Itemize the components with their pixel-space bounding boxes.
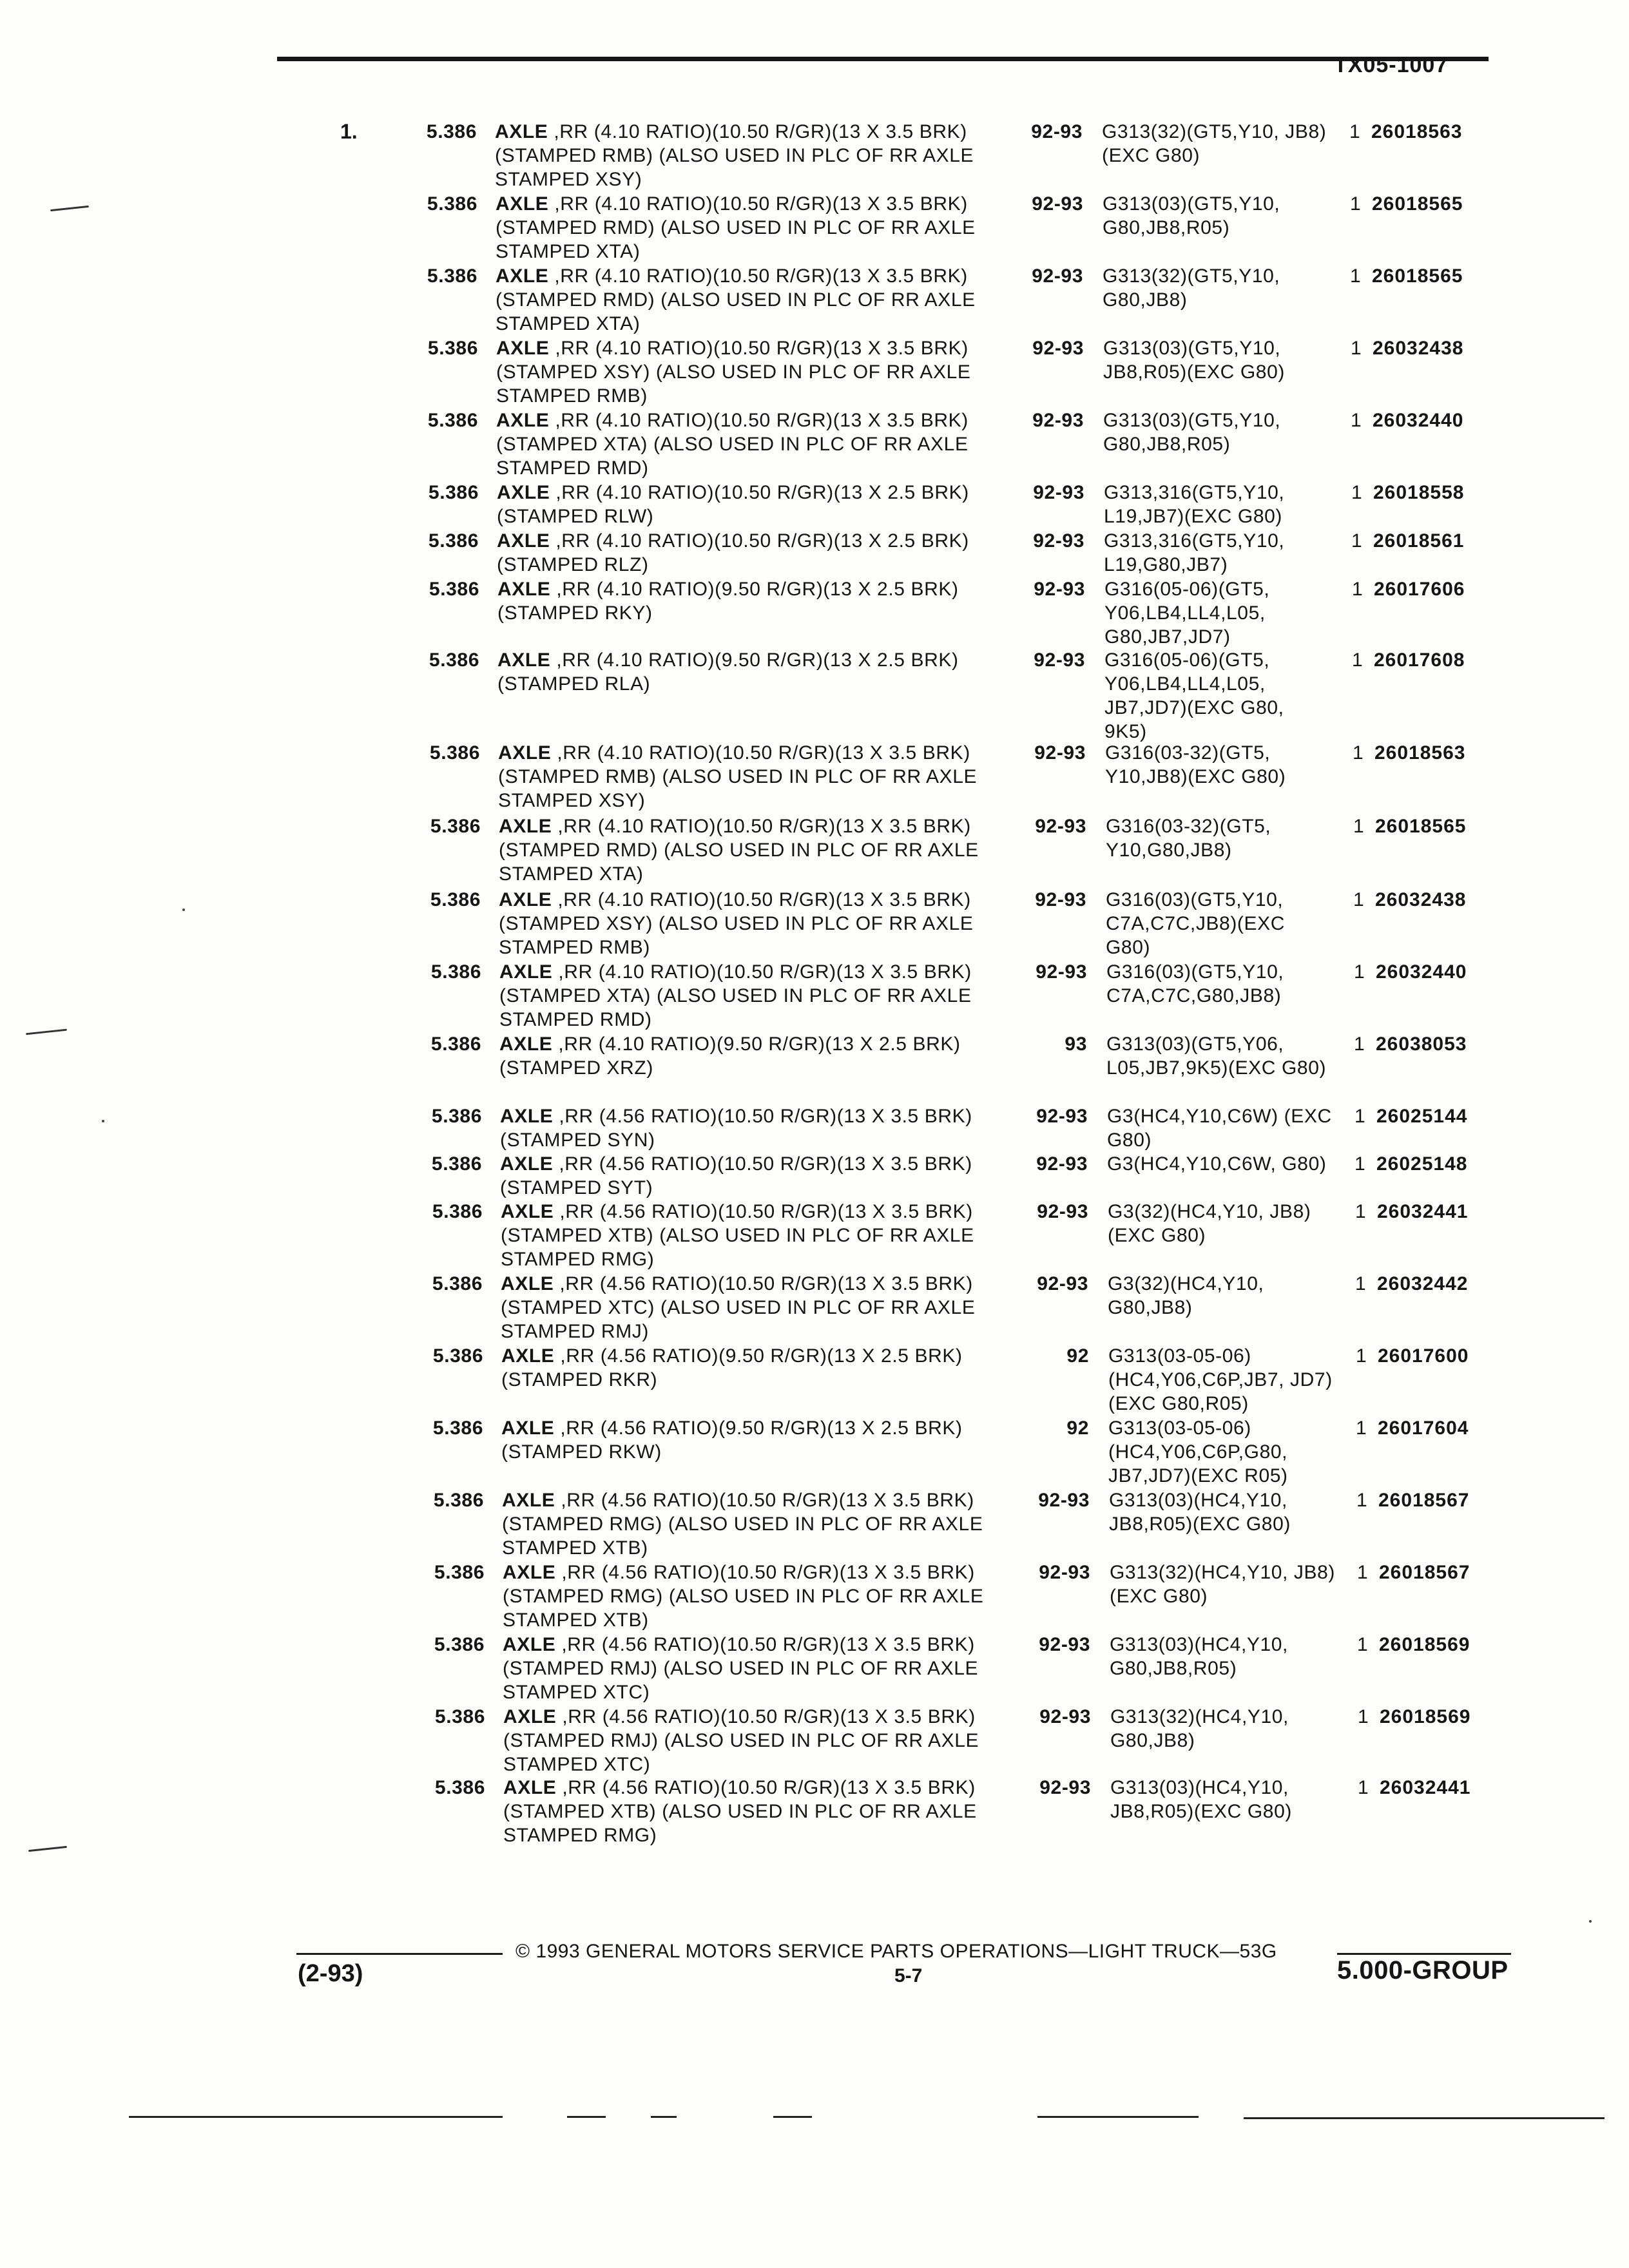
part-description xyxy=(501,1200,997,1271)
scan-line xyxy=(773,2116,812,2118)
footer-copyright: © 1993 GENERAL MOTORS SERVICE PARTS OPERATIONS—LIGHT TRUCK—53G xyxy=(516,1941,1277,1962)
part-number: 26017604 xyxy=(1378,1418,1469,1439)
part-detail: ,RR (4.56 RATIO)(10.50 R/GR)(13 X 3.5 BRK)(STAMPED XTC) (ALSO USED IN PLC OF RR AXLE STAMPED RMJ) xyxy=(501,1273,976,1342)
group-number: 5.386 xyxy=(427,193,477,215)
part-name: AXLE xyxy=(502,1490,555,1511)
part-name: AXLE xyxy=(495,121,548,142)
part-description xyxy=(497,648,994,696)
part-number: 26018565 xyxy=(1372,193,1463,215)
quantity: 1 xyxy=(1356,1418,1367,1439)
part-number: 26017608 xyxy=(1374,649,1465,671)
group-number: 5.386 xyxy=(431,1153,482,1175)
quantity: 1 xyxy=(1354,1153,1366,1175)
part-number: 26018567 xyxy=(1379,1562,1470,1583)
part-name: AXLE xyxy=(501,1201,554,1222)
model-years: 92-93 xyxy=(1036,1153,1088,1175)
part-description xyxy=(499,888,995,959)
model-years: 92-93 xyxy=(1037,1273,1088,1294)
part-name: AXLE xyxy=(496,193,549,215)
group-number: 5.386 xyxy=(434,1562,485,1583)
application-codes: G313(03)(GT5,Y10, G80,JB8,R05) xyxy=(1103,193,1280,238)
application-codes: G316(05-06)(GT5, Y06,LB4,LL4,L05, G80,JB7,JD7) xyxy=(1104,579,1270,648)
part-description xyxy=(499,814,995,886)
part-detail: ,RR (4.10 RATIO)(10.50 R/GR)(13 X 3.5 BRK)(STAMPED XTA) (ALSO USED IN PLC OF RR AXLE STAMPED RMD) xyxy=(499,961,972,1030)
part-description xyxy=(503,1776,999,1847)
part-number: 26018558 xyxy=(1373,482,1465,503)
part-detail: ,RR (4.10 RATIO)(10.50 R/GR)(13 X 3.5 BRK)(STAMPED XSY) (ALSO USED IN PLC OF RR AXLE STAMPED RMB) xyxy=(496,338,971,407)
part-description xyxy=(496,408,992,480)
part-number: 26018565 xyxy=(1375,816,1467,837)
part-name: AXLE xyxy=(503,1706,557,1727)
application-codes: G313(03)(HC4,Y10, G80,JB8,R05) xyxy=(1110,1634,1288,1679)
quantity: 1 xyxy=(1350,265,1362,287)
quantity: 1 xyxy=(1350,193,1362,215)
scan-line xyxy=(1244,2117,1605,2119)
group-number: 5.386 xyxy=(427,265,477,287)
application-codes: G313(03)(HC4,Y10, JB8,R05)(EXC G80) xyxy=(1110,1777,1292,1822)
application-codes: G313,316(GT5,Y10, L19,G80,JB7) xyxy=(1104,530,1285,575)
part-name: AXLE xyxy=(501,1418,555,1439)
part-number: 26032441 xyxy=(1380,1777,1471,1798)
application-codes: G3(HC4,Y10,C6W) (EXC G80) xyxy=(1107,1106,1332,1151)
quantity: 1 xyxy=(1356,1490,1368,1511)
model-years: 92-93 xyxy=(1037,1201,1088,1222)
part-description xyxy=(497,577,994,625)
model-years: 92-93 xyxy=(1031,121,1083,142)
part-number: 26038053 xyxy=(1376,1033,1467,1055)
group-number: 5.386 xyxy=(428,482,479,503)
part-detail: ,RR (4.10 RATIO)(10.50 R/GR)(13 X 3.5 BRK)(STAMPED RMD) (ALSO USED IN PLC OF RR AXLE STAMPED XTA) xyxy=(496,265,976,334)
quantity: 1 xyxy=(1351,410,1362,431)
application-codes: G316(03-32)(GT5, Y10,JB8)(EXC G80) xyxy=(1105,742,1286,787)
application-codes: G313(03)(HC4,Y10, JB8,R05)(EXC G80) xyxy=(1109,1490,1291,1535)
part-number: 26018567 xyxy=(1378,1490,1470,1511)
part-name: AXLE xyxy=(496,410,550,431)
part-detail: ,RR (4.10 RATIO)(10.50 R/GR)(13 X 2.5 BRK)(STAMPED RLW) xyxy=(497,482,969,527)
application-codes: G3(32)(HC4,Y10, G80,JB8) xyxy=(1108,1273,1264,1318)
part-detail: ,RR (4.10 RATIO)(10.50 R/GR)(13 X 3.5 BRK)(STAMPED RMD) (ALSO USED IN PLC OF RR AXLE STAMPED XTA) xyxy=(499,816,979,885)
quantity: 1 xyxy=(1353,742,1364,764)
part-description xyxy=(502,1488,998,1560)
quantity: 1 xyxy=(1358,1706,1369,1727)
application-codes: G313(32)(GT5,Y10, JB8)(EXC G80) xyxy=(1102,121,1327,166)
model-years: 92-93 xyxy=(1039,1706,1091,1727)
part-detail: ,RR (4.56 RATIO)(10.50 R/GR)(13 X 3.5 BRK)(STAMPED RMG) (ALSO USED IN PLC OF RR AXLE STAMPED XTB) xyxy=(503,1562,984,1631)
part-number: 26025144 xyxy=(1376,1106,1468,1127)
model-years: 92-93 xyxy=(1036,1106,1088,1127)
part-name: AXLE xyxy=(497,649,551,671)
application-codes: G316(03)(GT5,Y10, C7A,C7C,JB8)(EXC G80) xyxy=(1106,889,1286,958)
application-codes: G3(HC4,Y10,C6W, G80) xyxy=(1107,1153,1327,1175)
part-detail: ,RR (4.56 RATIO)(10.50 R/GR)(13 X 3.5 BRK)(STAMPED SYN) xyxy=(500,1106,972,1151)
part-description xyxy=(496,264,992,336)
footer-group-label: 5.000-GROUP xyxy=(1337,1956,1509,1984)
part-description xyxy=(496,192,992,264)
part-description xyxy=(497,481,993,528)
application-codes: G313(32)(GT5,Y10, G80,JB8) xyxy=(1103,265,1280,311)
application-codes: G313(32)(HC4,Y10, G80,JB8) xyxy=(1110,1706,1289,1751)
part-description xyxy=(499,960,996,1032)
model-years: 92 xyxy=(1066,1418,1089,1439)
item-reference-number: 1. xyxy=(340,120,358,143)
quantity: 1 xyxy=(1351,530,1363,552)
footer-rule-left xyxy=(296,1953,503,1955)
part-number: 26032442 xyxy=(1377,1273,1469,1294)
application-codes: G313(03)(GT5,Y10, JB8,R05)(EXC G80) xyxy=(1103,338,1285,383)
part-detail: ,RR (4.56 RATIO)(9.50 R/GR)(13 X 2.5 BRK)(STAMPED RKW) xyxy=(501,1418,963,1463)
part-number: 26017600 xyxy=(1378,1345,1469,1367)
part-detail: ,RR (4.56 RATIO)(10.50 R/GR)(13 X 3.5 BRK)(STAMPED RMJ) (ALSO USED IN PLC OF RR AXLE STAMPED XTC) xyxy=(503,1706,979,1775)
quantity: 1 xyxy=(1354,1106,1366,1127)
part-description xyxy=(503,1705,999,1776)
scan-line xyxy=(129,2116,503,2118)
quantity: 1 xyxy=(1351,338,1362,359)
part-name: AXLE xyxy=(499,816,552,837)
top-rule xyxy=(277,57,1489,61)
group-number: 5.386 xyxy=(434,1706,485,1727)
group-number: 5.386 xyxy=(430,1033,481,1055)
part-number: 26018563 xyxy=(1371,121,1463,142)
part-name: AXLE xyxy=(503,1634,556,1655)
part-name: AXLE xyxy=(500,1106,554,1127)
quantity: 1 xyxy=(1355,1201,1367,1222)
group-number: 5.386 xyxy=(433,1490,484,1511)
model-years: 92-93 xyxy=(1034,579,1085,600)
group-number: 5.386 xyxy=(434,1777,485,1798)
scan-mark xyxy=(50,206,89,211)
scan-speck xyxy=(1589,1920,1592,1923)
part-description xyxy=(501,1344,998,1392)
model-years: 92-93 xyxy=(1034,649,1085,671)
group-number: 5.386 xyxy=(427,338,478,359)
group-number: 5.386 xyxy=(426,121,477,142)
model-years: 92-93 xyxy=(1033,482,1084,503)
quantity: 1 xyxy=(1353,816,1365,837)
application-codes: G316(03-32)(GT5, Y10,G80,JB8) xyxy=(1106,816,1271,861)
part-number: 26018569 xyxy=(1380,1706,1471,1727)
group-number: 5.386 xyxy=(430,961,481,983)
model-years: 93 xyxy=(1065,1033,1087,1055)
part-description xyxy=(496,336,992,408)
part-name: AXLE xyxy=(496,338,550,359)
quantity: 1 xyxy=(1357,1562,1369,1583)
quantity: 1 xyxy=(1358,1777,1369,1798)
part-number: 26018561 xyxy=(1373,530,1465,552)
model-years: 92-93 xyxy=(1032,193,1083,215)
application-codes: G3(32)(HC4,Y10, JB8)(EXC G80) xyxy=(1108,1201,1311,1246)
group-number: 5.386 xyxy=(432,1201,483,1222)
group-number: 5.386 xyxy=(429,649,479,671)
quantity: 1 xyxy=(1354,961,1365,983)
part-detail: ,RR (4.10 RATIO)(9.50 R/GR)(13 X 2.5 BRK)(STAMPED RKY) xyxy=(497,579,959,624)
group-number: 5.386 xyxy=(430,889,481,910)
part-detail: ,RR (4.10 RATIO)(10.50 R/GR)(13 X 2.5 BRK)(STAMPED RLZ) xyxy=(497,530,969,575)
group-number: 5.386 xyxy=(431,1106,482,1127)
part-name: AXLE xyxy=(501,1273,554,1294)
model-years: 92-93 xyxy=(1032,265,1083,287)
quantity: 1 xyxy=(1352,579,1364,600)
application-codes: G313(03)(GT5,Y06, L05,JB7,9K5)(EXC G80) xyxy=(1106,1033,1327,1079)
part-name: AXLE xyxy=(497,579,551,600)
part-description xyxy=(500,1104,996,1152)
application-codes: G313(03-05-06) (HC4,Y06,C6P,G80, JB7,JD7)(EXC R05) xyxy=(1108,1418,1288,1486)
quantity: 1 xyxy=(1353,889,1365,910)
model-years: 92-93 xyxy=(1039,1562,1090,1583)
quantity: 1 xyxy=(1351,482,1363,503)
application-codes: G313(32)(HC4,Y10, JB8)(EXC G80) xyxy=(1110,1562,1336,1607)
quantity: 1 xyxy=(1357,1634,1369,1655)
application-codes: G316(05-06)(GT5, Y06,LB4,LL4,L05, JB7,JD7)(EXC G80, 9K5) xyxy=(1104,649,1284,742)
application-codes: G313(03-05-06) (HC4,Y06,C6P,JB7, JD7)(EXC G80,R05) xyxy=(1108,1345,1333,1414)
model-years: 92-93 xyxy=(1034,742,1086,764)
part-detail: ,RR (4.10 RATIO)(10.50 R/GR)(13 X 3.5 BRK)(STAMPED RMB) (ALSO USED IN PLC OF RR AXLE STAMPED XSY) xyxy=(498,742,978,811)
footer-date: (2-93) xyxy=(298,1960,363,1987)
quantity: 1 xyxy=(1356,1345,1367,1367)
part-name: AXLE xyxy=(500,1153,554,1175)
part-number: 26032440 xyxy=(1376,961,1467,983)
part-name: AXLE xyxy=(496,265,549,287)
application-codes: G313(03)(GT5,Y10, G80,JB8,R05) xyxy=(1103,410,1281,455)
group-number: 5.386 xyxy=(432,1345,483,1367)
group-number: 5.386 xyxy=(430,816,481,837)
part-detail: ,RR (4.10 RATIO)(10.50 R/GR)(13 X 3.5 BRK)(STAMPED RMB) (ALSO USED IN PLC OF RR AXLE STAMPED XSY) xyxy=(495,121,974,190)
part-name: AXLE xyxy=(497,482,550,503)
group-number: 5.386 xyxy=(429,742,480,764)
part-description xyxy=(501,1272,997,1343)
scan-mark xyxy=(26,1029,67,1035)
part-detail: ,RR (4.56 RATIO)(10.50 R/GR)(13 X 3.5 BRK)(STAMPED RMG) (ALSO USED IN PLC OF RR AXLE STAMPED XTB) xyxy=(502,1490,983,1559)
model-years: 92-93 xyxy=(1035,816,1086,837)
model-years: 92-93 xyxy=(1032,338,1084,359)
model-years: 92-93 xyxy=(1035,889,1086,910)
part-number: 26032438 xyxy=(1375,889,1467,910)
part-description xyxy=(495,120,991,191)
part-detail: ,RR (4.10 RATIO)(10.50 R/GR)(13 X 3.5 BRK)(STAMPED XSY) (ALSO USED IN PLC OF RR AXLE STAMPED RMB) xyxy=(499,889,974,958)
quantity: 1 xyxy=(1355,1273,1367,1294)
application-codes: G316(03)(GT5,Y10, C7A,C7C,G80,JB8) xyxy=(1106,961,1284,1006)
scan-speck xyxy=(182,908,185,911)
group-number: 5.386 xyxy=(432,1273,483,1294)
group-number: 5.386 xyxy=(428,530,479,552)
part-name: AXLE xyxy=(498,742,552,764)
scan-mark xyxy=(28,1846,67,1852)
part-description xyxy=(499,1032,996,1080)
scan-speck xyxy=(102,1120,104,1122)
model-years: 92-93 xyxy=(1038,1490,1090,1511)
part-description xyxy=(503,1633,999,1704)
footer-rule-right xyxy=(1337,1953,1511,1955)
part-number: 26032438 xyxy=(1373,338,1464,359)
group-number: 5.386 xyxy=(429,579,479,600)
part-detail: ,RR (4.10 RATIO)(9.50 R/GR)(13 X 2.5 BRK)(STAMPED RLA) xyxy=(497,649,959,695)
part-description xyxy=(503,1561,999,1632)
model-years: 92-93 xyxy=(1039,1777,1091,1798)
footer-page-number: 5-7 xyxy=(894,1965,923,1986)
part-detail: ,RR (4.10 RATIO)(10.50 R/GR)(13 X 3.5 BRK)(STAMPED RMD) (ALSO USED IN PLC OF RR AXLE STAMPED XTA) xyxy=(496,193,976,262)
part-name: AXLE xyxy=(497,530,550,552)
model-years: 92-93 xyxy=(1036,961,1087,983)
part-detail: ,RR (4.56 RATIO)(9.50 R/GR)(13 X 2.5 BRK)(STAMPED RKR) xyxy=(501,1345,963,1390)
model-years: 92-93 xyxy=(1033,530,1084,552)
part-number: 26025148 xyxy=(1376,1153,1468,1175)
group-number: 5.386 xyxy=(434,1634,485,1655)
part-detail: ,RR (4.56 RATIO)(10.50 R/GR)(13 X 3.5 BRK)(STAMPED XTB) (ALSO USED IN PLC OF RR AXLE STAMPED RMG) xyxy=(501,1201,974,1270)
part-number: 26017606 xyxy=(1374,579,1465,600)
part-description xyxy=(500,1152,996,1200)
scan-line xyxy=(651,2116,677,2118)
part-description xyxy=(501,1416,998,1464)
quantity: 1 xyxy=(1354,1033,1365,1055)
group-number: 5.386 xyxy=(427,410,478,431)
model-years: 92 xyxy=(1066,1345,1089,1367)
part-name: AXLE xyxy=(503,1777,557,1798)
part-detail: ,RR (4.56 RATIO)(10.50 R/GR)(13 X 3.5 BRK)(STAMPED XTB) (ALSO USED IN PLC OF RR AXLE STAMPED RMG) xyxy=(503,1777,977,1846)
part-name: AXLE xyxy=(503,1562,556,1583)
quantity: 1 xyxy=(1352,649,1364,671)
document-id: TX05-1007 xyxy=(1334,53,1449,77)
part-name: AXLE xyxy=(499,1033,553,1055)
part-number: 26018565 xyxy=(1372,265,1463,287)
part-detail: ,RR (4.10 RATIO)(10.50 R/GR)(13 X 3.5 BRK)(STAMPED XTA) (ALSO USED IN PLC OF RR AXLE STAMPED RMD) xyxy=(496,410,969,479)
part-detail: ,RR (4.56 RATIO)(10.50 R/GR)(13 X 3.5 BRK)(STAMPED RMJ) (ALSO USED IN PLC OF RR AXLE STAMPED XTC) xyxy=(503,1634,979,1703)
group-number: 5.386 xyxy=(432,1418,483,1439)
part-number: 26032441 xyxy=(1377,1201,1469,1222)
application-codes: G313,316(GT5,Y10, L19,JB7)(EXC G80) xyxy=(1104,482,1285,527)
part-detail: ,RR (4.56 RATIO)(10.50 R/GR)(13 X 3.5 BRK)(STAMPED SYT) xyxy=(500,1153,972,1198)
part-detail: ,RR (4.10 RATIO)(9.50 R/GR)(13 X 2.5 BRK)(STAMPED XRZ) xyxy=(499,1033,961,1079)
part-name: AXLE xyxy=(499,961,553,983)
model-years: 92-93 xyxy=(1032,410,1084,431)
part-number: 26018569 xyxy=(1379,1634,1470,1655)
part-description xyxy=(497,529,993,577)
part-name: AXLE xyxy=(499,889,552,910)
scan-line xyxy=(567,2116,606,2118)
scan-line xyxy=(1037,2116,1199,2118)
quantity: 1 xyxy=(1349,121,1361,142)
part-number: 26032440 xyxy=(1373,410,1464,431)
part-description xyxy=(498,741,994,812)
part-number: 26018563 xyxy=(1374,742,1466,764)
model-years: 92-93 xyxy=(1039,1634,1090,1655)
part-name: AXLE xyxy=(501,1345,555,1367)
